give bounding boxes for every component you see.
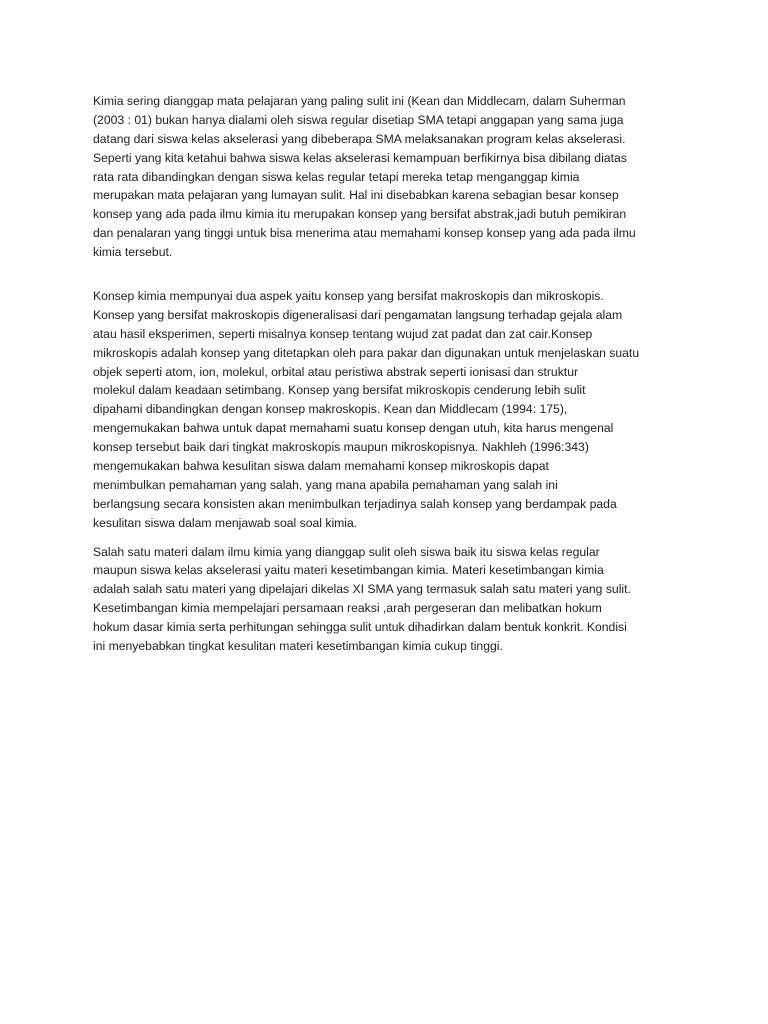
paragraph-line: mengemukakan bahwa kesulitan siswa dalam memahami konsep mikroskopis dapat [93,459,549,474]
paragraph-line: Kesetimbangan kimia mempelajari persamaan reaksi ,arah pergeseran dan melibatkan hokum [93,601,602,616]
paragraph-1 [93,92,678,262]
paragraph-spacer [93,533,678,543]
paragraph-line: maupun siswa kelas akselerasi yaitu materi kesetimbangan kimia. Materi kesetimbangan kimia [93,563,604,578]
paragraph-line: datang dari siswa kelas akselerasi yang dibeberapa SMA melaksanakan program kelas akselerasi. [93,131,626,146]
paragraph-line: berlangsung secara konsisten akan menimbulkan terjadinya salah konsep yang berdampak pada [93,496,617,511]
paragraph-line: (2003 : 01) bukan hanya dialami oleh siswa regular disetiap SMA tetapi anggapan yang sama juga [93,112,624,127]
paragraph-line: Salah satu materi dalam ilmu kimia yang dianggap sulit oleh siswa baik itu siswa kelas regular [93,544,600,559]
paragraph-line: rata rata dibandingkan dengan siswa kelas regular tetapi mereka tetap menganggap kimia [93,169,580,184]
paragraph-line: atau hasil eksperimen, seperti misalnya konsep tentang wujud zat padat dan zat cair.Konsep [93,326,593,341]
paragraph-spacer [93,262,678,287]
paragraph-line: molekul dalam keadaan setimbang. Konsep yang bersifat mikroskopis cenderung lebih sulit [93,383,586,398]
paragraph-line: adalah salah satu materi yang dipelajari dikelas XI SMA yang termasuk salah satu materi yang sulit. [93,582,631,597]
paragraph-line: menimbulkan pemahaman yang salah, yang mana apabila pemahaman yang salah ini [93,477,558,492]
paragraph-3 [93,543,678,656]
paragraph-line: Kimia sering dianggap mata pelajaran yang paling sulit ini (Kean dan Middlecam, dalam Suherman [93,94,626,108]
paragraph-line: hokum dasar kimia serta perhitungan sehingga sulit untuk dihadirkan dalam bentuk konkrit. Kondisi [93,620,627,635]
paragraph-line: Konsep kimia mempunyai dua aspek yaitu konsep yang bersifat makroskopis dan mikroskopis. [93,289,604,304]
paragraph-line: mikroskopis adalah konsep yang ditetapkan oleh para pakar dan digunakan untuk menjelaskan suatu [93,345,640,360]
paragraph-line: kesulitan siswa dalam menjawab soal soal kimia. [93,515,358,530]
paragraph-line: merupakan mata pelajaran yang lumayan sulit. Hal ini disebabkan karena sebagian besar konsep [93,188,619,203]
paragraph-line: konsep tersebut baik dari tingkat makroskopis maupun mikroskopisnya. Nakhleh (1996:343) [93,440,589,455]
paragraph-line: dan penalaran yang tinggi untuk bisa menerima atau memahami konsep konsep yang ada pada ilmu [93,226,636,241]
document-body [93,92,678,656]
paragraph-line: Konsep yang bersifat makroskopis digeneralisasi dari pengamatan langsung terhadap gejala alam [93,307,623,322]
paragraph-line: ini menyebabkan tingkat kesulitan materi kesetimbangan kimia cukup tinggi. [93,639,503,654]
paragraph-line: mengemukakan bahwa untuk dapat memahami suatu konsep dengan utuh, kita harus mengenal [93,421,614,436]
paragraph-line: konsep yang ada pada ilmu kimia itu merupakan konsep yang bersifat abstrak,jadi butuh pemikiran [93,207,627,222]
paragraph-line: objek seperti atom, ion, molekul, orbital atau peristiwa abstrak seperti ionisasi dan struktur [93,364,579,379]
paragraph-line: Seperti yang kita ketahui bahwa siswa kelas akselerasi kemampuan berfikirnya bisa dibilang diatas [93,150,627,165]
paragraph-line: dipahami dibandingkan dengan konsep makroskopis. Kean dan Middlecam (1994: 175), [93,402,568,417]
paragraph-line: kimia tersebut. [93,245,173,260]
paragraph-2 [93,287,678,533]
